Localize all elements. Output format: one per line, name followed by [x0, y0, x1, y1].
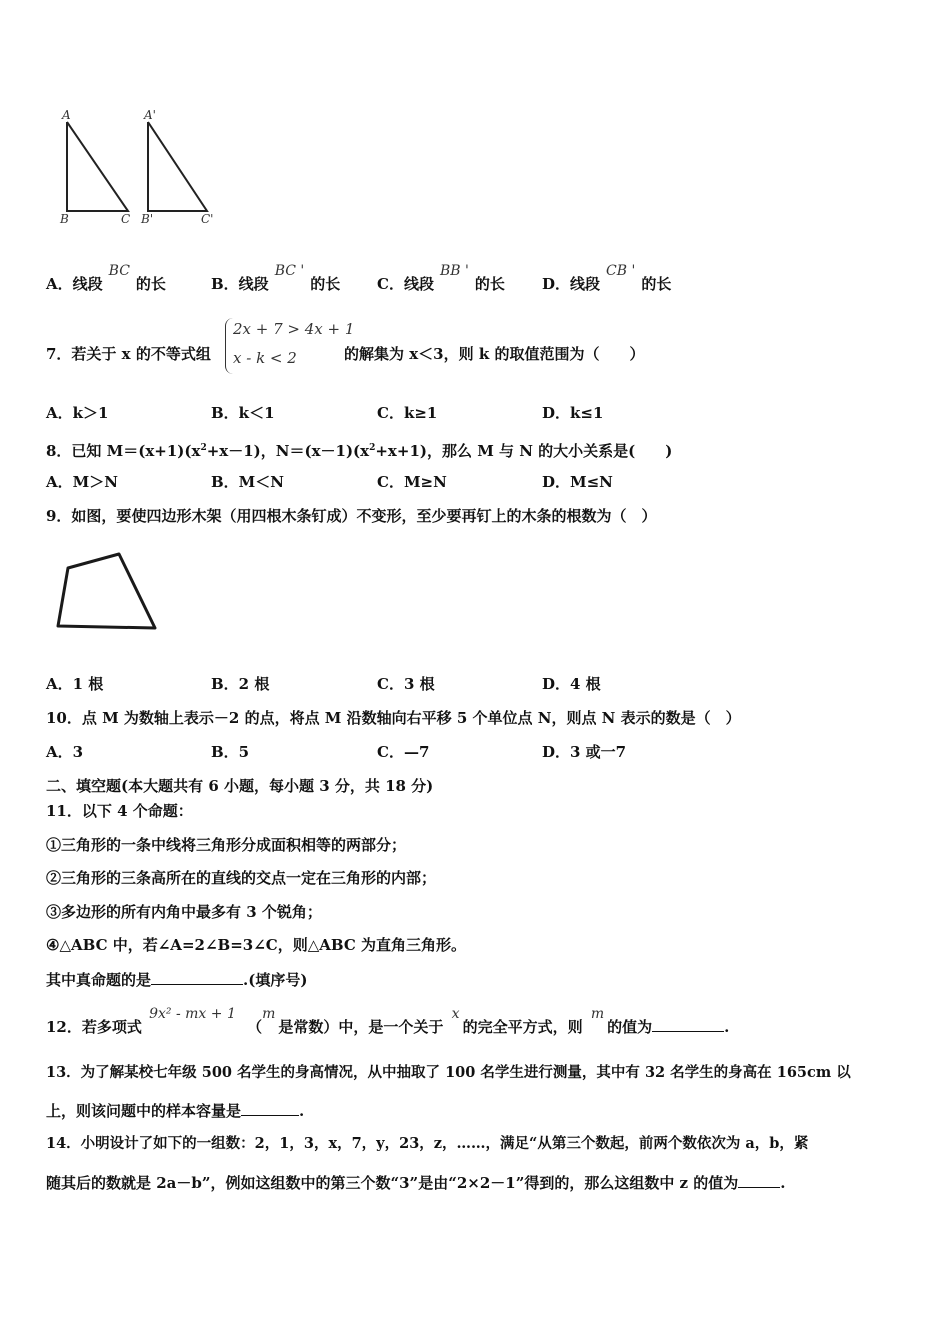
q8-text: 8．已知 $M=(x+1)(x^2+x-1)$，$N=(x-1)(x^2+x+1)$，那么 M 与 N 的大小关系是( ) — [46, 442, 673, 460]
q12-polynomial: 9x² - mx + 1 — [149, 1006, 236, 1022]
triangle-abc — [67, 122, 128, 211]
q8-option-d: D．M≤N — [542, 473, 613, 491]
q6-option-d: D．线段CB '的长 — [542, 263, 672, 293]
q7-system-line-2: x - k < 2 — [233, 349, 297, 367]
q7-system-line-1: 2x + 7 > 4x + 1 — [233, 320, 355, 338]
q10-option-b: B．5 — [211, 743, 250, 761]
q14-line-1: 14．小明设计了如下的一组数：2，1，3，x，7，y，23，z，……，满足“从第三个数起，前两个数依次为 a，b，紧 — [46, 1135, 809, 1152]
section-heading: 二、填空题(本大题共有 6 小题，每小题 3 分，共 18 分) — [46, 777, 434, 795]
q6-option-c: C．线段BB '的长 — [377, 263, 505, 293]
q6-option-b: B．线段BC '的长 — [211, 263, 341, 293]
label-c-prime: C' — [201, 212, 214, 226]
q11-title: 11．以下 4 个命题： — [46, 802, 193, 820]
answer-blank[interactable] — [738, 1172, 780, 1188]
q13-line-1: 13．为了解某校七年级 500 名学生的身高情况，从中抽取了 100 名学生进行测量，其中有 32 名学生的身高在 165cm 以 — [46, 1064, 851, 1081]
q12-text: 12．若多项式 9x² - mx + 1 （m是常数）中，是一个关于 x的完全平方式，则 m的值为 . — [46, 1006, 730, 1036]
answer-blank[interactable] — [241, 1100, 299, 1116]
label-a: A — [62, 108, 71, 122]
q11-ask: 其中真命题的是 .(填序号) — [46, 971, 308, 989]
q11-item-3: ③多边形的所有内角中最多有 3 个锐角； — [46, 903, 322, 921]
q6-option-a: A．线段BC的长 — [46, 263, 166, 293]
q9-option-d: D．4 根 — [542, 675, 601, 693]
quadrilateral-figure — [52, 548, 162, 633]
label-c: C — [121, 212, 131, 226]
answer-blank[interactable] — [151, 969, 243, 985]
q8-option-b: B．M＜N — [211, 473, 284, 491]
q10-text: 10．点 M 为数轴上表示－2 的点，将点 M 沿数轴向右平移 5 个单位点 N，则点 N 表示的数是（ ） — [46, 709, 741, 727]
q10-option-c: C．—7 — [377, 743, 430, 761]
q8-option-a: A．M＞N — [46, 473, 118, 491]
q7-prefix: 7．若关于 x 的不等式组 — [46, 345, 211, 363]
q11-item-1: ①三角形的一条中线将三角形分成面积相等的两部分； — [46, 836, 407, 854]
q14-line-2: 随其后的数就是 2a－b”，例如这组数中的第三个数“3”是由“2×2－1”得到的，那么这组数中 z 的值为 . — [46, 1174, 786, 1192]
q7-option-b: B．k＜1 — [211, 404, 275, 422]
label-b: B — [60, 212, 69, 226]
q7-option-a: A．k＞1 — [46, 404, 109, 422]
label-a-prime: A' — [144, 108, 156, 122]
q11-item-4: ④△ABC 中，若∠A=2∠B=3∠C，则△ABC 为直角三角形。 — [46, 936, 467, 954]
answer-blank[interactable] — [652, 1016, 724, 1032]
q9-option-a: A．1 根 — [46, 675, 104, 693]
q7-option-d: D．k≤1 — [542, 404, 604, 422]
triangle-a1b1c1 — [148, 122, 207, 211]
q13-line-2: 上，则该问题中的样本容量是 . — [46, 1102, 305, 1120]
q7-suffix: 的解集为 x＜3，则 k 的取值范围为（ ） — [344, 345, 645, 363]
q9-option-c: C．3 根 — [377, 675, 435, 693]
triangles-figure — [55, 105, 230, 230]
q8-option-c: C．M≥N — [377, 473, 447, 491]
q10-option-a: A．3 — [46, 743, 84, 761]
q10-option-d: D．3 或一7 — [542, 743, 627, 761]
q9-text: 9．如图，要使四边形木架（用四根木条钉成）不变形，至少要再钉上的木条的根数为（ ） — [46, 507, 657, 525]
label-b-prime: B' — [141, 212, 154, 226]
q9-option-b: B．2 根 — [211, 675, 270, 693]
q11-item-2: ②三角形的三条高所在的直线的交点一定在三角形的内部； — [46, 869, 437, 887]
q7-option-c: C．k≥1 — [377, 404, 438, 422]
